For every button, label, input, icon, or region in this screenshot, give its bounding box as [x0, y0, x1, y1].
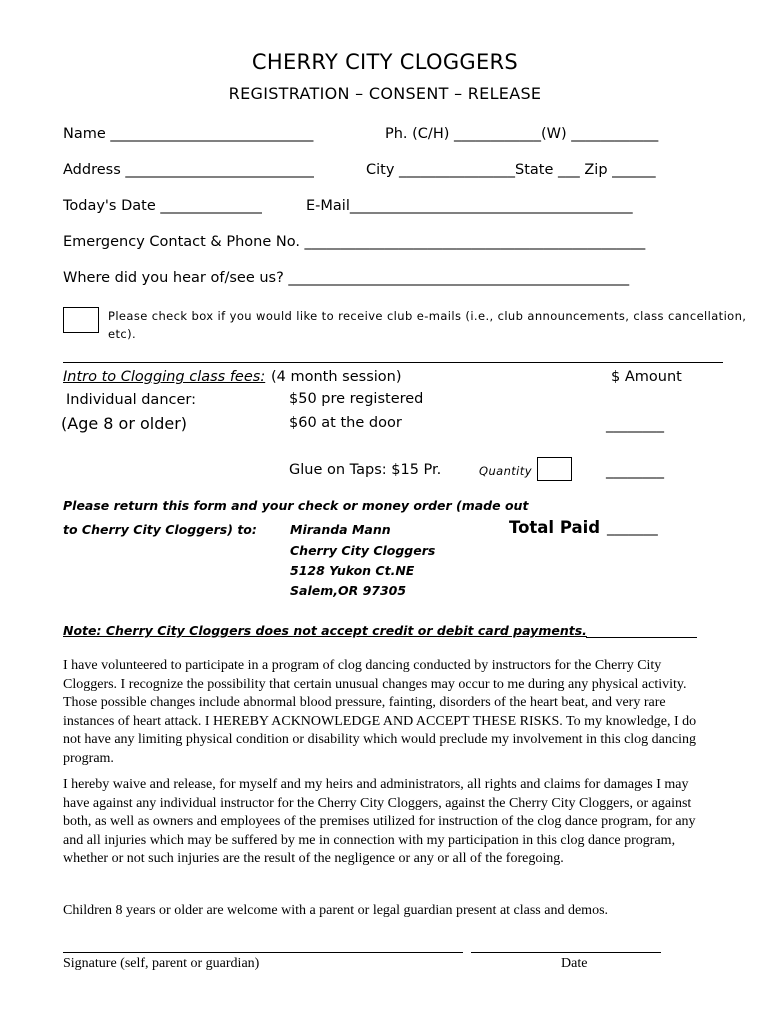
risk-acknowledgement-paragraph: I have volunteered to participate in a program of clog dancing conducted by instructors for the Cherry City Cloggers. I recognize the possibility that certain unusual changes may occur to me during any physical activity. Those possible changes include abnormal blood pressure, fainting, disorders of the heart beat, and very rare instances of heart attack. I HEREBY ACKNOWLEDGE AND ACCEPT THESE RISKS. To my knowledge, I do not have any limiting physical condition or disability which would preclude my involvement in this clog dancing program.: [63, 658, 697, 766]
email-opt-in-checkbox[interactable]: [63, 307, 99, 333]
return-instructions-line2: to Cherry City Cloggers) to:: [63, 522, 257, 537]
quantity-input[interactable]: [537, 457, 572, 481]
quantity-label: Quantity: [479, 464, 532, 478]
total-paid-label: Total Paid: [509, 518, 601, 537]
section-divider: [63, 362, 723, 363]
date-field[interactable]: Today's Date ______________: [63, 198, 262, 214]
children-policy-paragraph: Children 8 years or older are welcome with a parent or legal guardian present at class and demos.: [63, 903, 609, 918]
individual-dancer-label: Individual dancer:: [66, 392, 196, 408]
mailing-name: Miranda Mann: [290, 522, 391, 537]
signature-line[interactable]: [63, 952, 463, 953]
phone-field[interactable]: Ph. (C/H) ____________(W) ____________: [385, 126, 659, 142]
checkbox-label-line1: Please check box if you would like to receive club e-mails (i.e., club announcements, class cancellation,: [108, 309, 747, 323]
emergency-contact-field[interactable]: Emergency Contact & Phone No. _______________________________________________: [63, 234, 646, 250]
price-door: $60 at the door: [289, 415, 402, 431]
payment-note: Note: Cherry City Cloggers does not accept credit or debit card payments.: [63, 623, 587, 638]
return-instructions-line1: Please return this form and your check or money order (made out: [63, 498, 529, 513]
mailing-street: 5128 Yukon Ct.NE: [290, 563, 415, 578]
age-note: (Age 8 or older): [61, 414, 188, 433]
glue-amount-field[interactable]: ________: [606, 463, 664, 479]
mailing-org: Cherry City Cloggers: [290, 543, 436, 558]
mailing-city: Salem,OR 97305: [290, 583, 407, 598]
city-state-zip-field[interactable]: City ________________State ___ Zip ______: [366, 162, 656, 178]
glue-taps-price: Glue on Taps: $15 Pr.: [289, 462, 442, 478]
form-title: CHERRY CITY CLOGGERS: [251, 50, 519, 74]
note-underline: [586, 637, 697, 638]
email-field[interactable]: E-Mail_______________________________________: [306, 198, 633, 214]
referral-field[interactable]: Where did you hear of/see us? _______________________________________________: [63, 270, 630, 286]
price-registered: $50 pre registered: [289, 391, 424, 407]
date-label: Date: [561, 956, 588, 971]
address-field[interactable]: Address __________________________: [63, 162, 314, 178]
form-subtitle: REGISTRATION – CONSENT – RELEASE: [228, 84, 542, 103]
class-amount-field[interactable]: ________: [606, 417, 664, 433]
total-paid-field[interactable]: _______: [607, 520, 658, 536]
name-field[interactable]: Name ____________________________: [63, 126, 314, 142]
waiver-paragraph: I hereby waive and release, for myself and my heirs and administrators, all rights and claims for damages I may have against any individual instructor for the Cherry City Cloggers, against the Cherry City Cloggers, or against both, as well as owners and employees of the premises utilized for instruction of the clog dance program, for any and all injuries which may be suffered by me in connection with my participation in this clog dance program, whether or not such injuries are the result of the negligence or any or all of the foregoing.: [63, 777, 696, 867]
session-length: (4 month session): [271, 369, 402, 385]
signature-label: Signature (self, parent or guardian): [63, 956, 260, 971]
signature-date-line[interactable]: [471, 952, 661, 953]
amount-header: $ Amount: [611, 369, 682, 385]
checkbox-label-line2: etc).: [108, 327, 137, 341]
fees-heading: Intro to Clogging class fees:: [63, 369, 266, 385]
